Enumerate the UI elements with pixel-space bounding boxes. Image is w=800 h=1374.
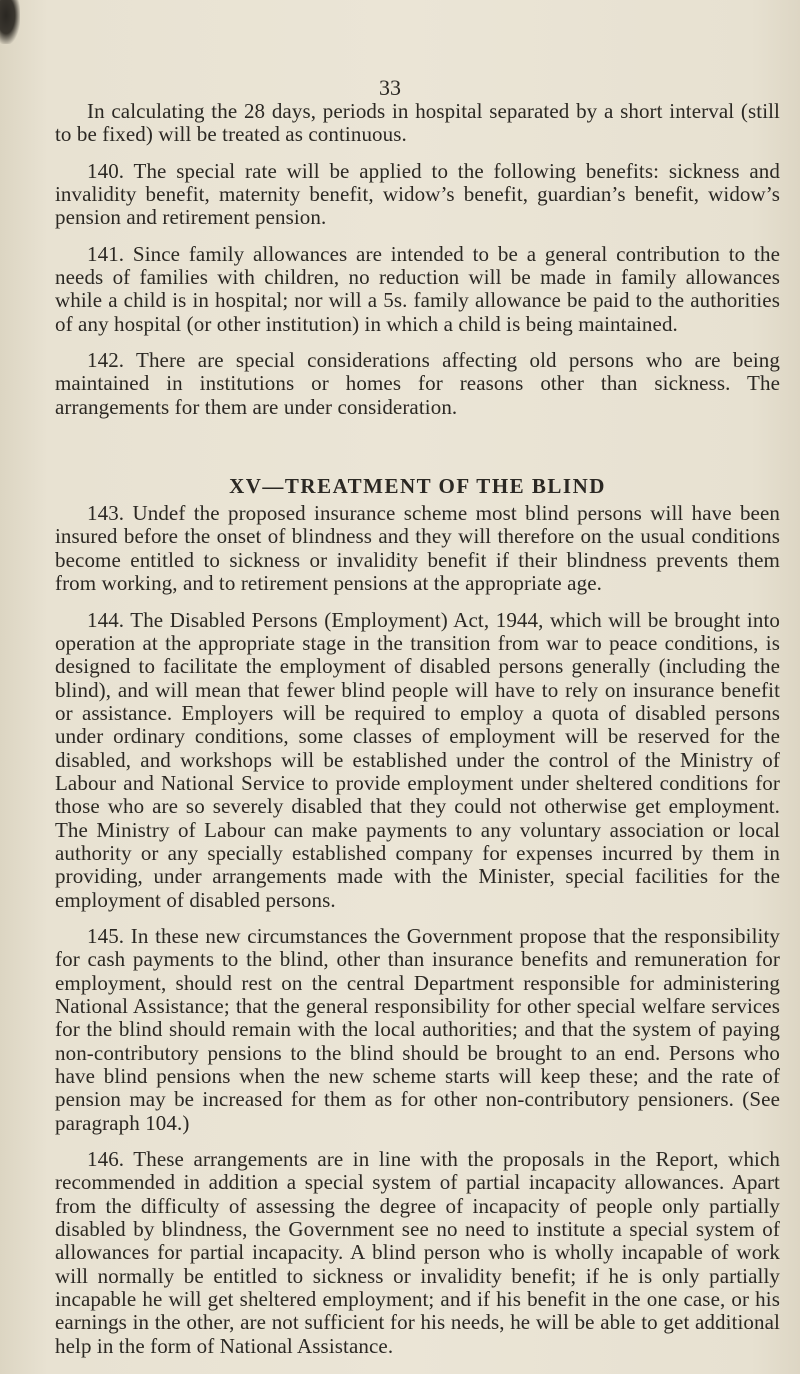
corner-smudge — [0, 0, 20, 44]
paragraph-143: 143. Undef the proposed insurance scheme most blind persons will have been insured before the onset of blindness and they will therefore on the usual conditions become entitled to sickness or invalidity benefit if their blindness prevents them from working, and to retirement pensions at the appropriate age. — [55, 501, 780, 596]
body-text — [55, 100, 780, 1358]
paragraph-141: 141. Since family allowances are intended to be a general contribution to the needs of families with children, no reduction will be made in family allowances while a child is in hospital; nor will a 5s. family allowance be paid to the authorities of any hospital (or other institution) in which a child is being maintained. — [55, 241, 780, 336]
paragraph-144: 144. The Disabled Persons (Employment) Act, 1944, which will be brought into operation at the appropriate stage in the transition from war to peace conditions, is designed to facilitate the employment of disabled persons generally (including the blind), and will mean that fewer blind people will have to rely on insurance benefit or assistance. Employers will be required to employ a quota of disabled persons under ordinary conditions, some classes of employment will be reserved for the disabled, and workshops will be established under the control of the Ministry of Labour and National Service to provide employment under sheltered conditions for those who are so severely disabled that they could not otherwise get employment. The Ministry of Labour can make payments to any voluntary association or local authority or any specially established company for expenses incurred by them in providing, under arrangements made with the Minister, special facilities for the employment of disabled persons. — [55, 607, 780, 912]
page-number: 33 — [379, 75, 401, 100]
paragraph-continuation: In calculating the 28 days, periods in hospital separated by a short interval (still to be fixed) will be treated as continuous. — [55, 99, 780, 147]
paragraph-142: 142. There are special considerations affecting old persons who are being maintained in institutions or homes for reasons other than sickness. The arrangements for them are under consideration. — [55, 348, 780, 419]
section-heading: XV—TREATMENT OF THE BLIND — [229, 474, 606, 499]
paragraph-146: 146. These arrangements are in line with the proposals in the Report, which recommended in addition a special system of partial incapacity allowances. Apart from the difficulty of assessing the degree of incapacity of people only partially disabled by blindness, the Government see no need to institute a special system of allowances for partial incapacity. A blind person who is wholly incapable of work will normally be entitled to sickness or invalidity benefit; if he is only partially incapable he will get sheltered employment; and if his benefit in the one case, or his earnings in the other, are not sufficient for his needs, he will be able to get additional help in the form of National Assistance. — [55, 1147, 780, 1358]
paragraph-140: 140. The special rate will be applied to the following benefits: sickness and invalidity benefit, maternity benefit, widow’s benefit, guardian’s benefit, widow’s pension and retirement pension. — [55, 158, 780, 230]
paragraph-145: 145. In these new circumstances the Government propose that the responsibility for cash payments to the blind, other than insurance benefits and remuneration for employment, should rest on the central Department responsible for administering National Assistance; that the general responsibility for other special welfare services for the blind should remain with the local authorities; and that the system of paying non-contributory pensions to the blind should be brought to an end. Persons who have blind pensions when the new scheme starts will keep these; and the rate of pension may be increased for them as for other non-contributory pensioners. (See paragraph 104.) — [55, 923, 780, 1135]
